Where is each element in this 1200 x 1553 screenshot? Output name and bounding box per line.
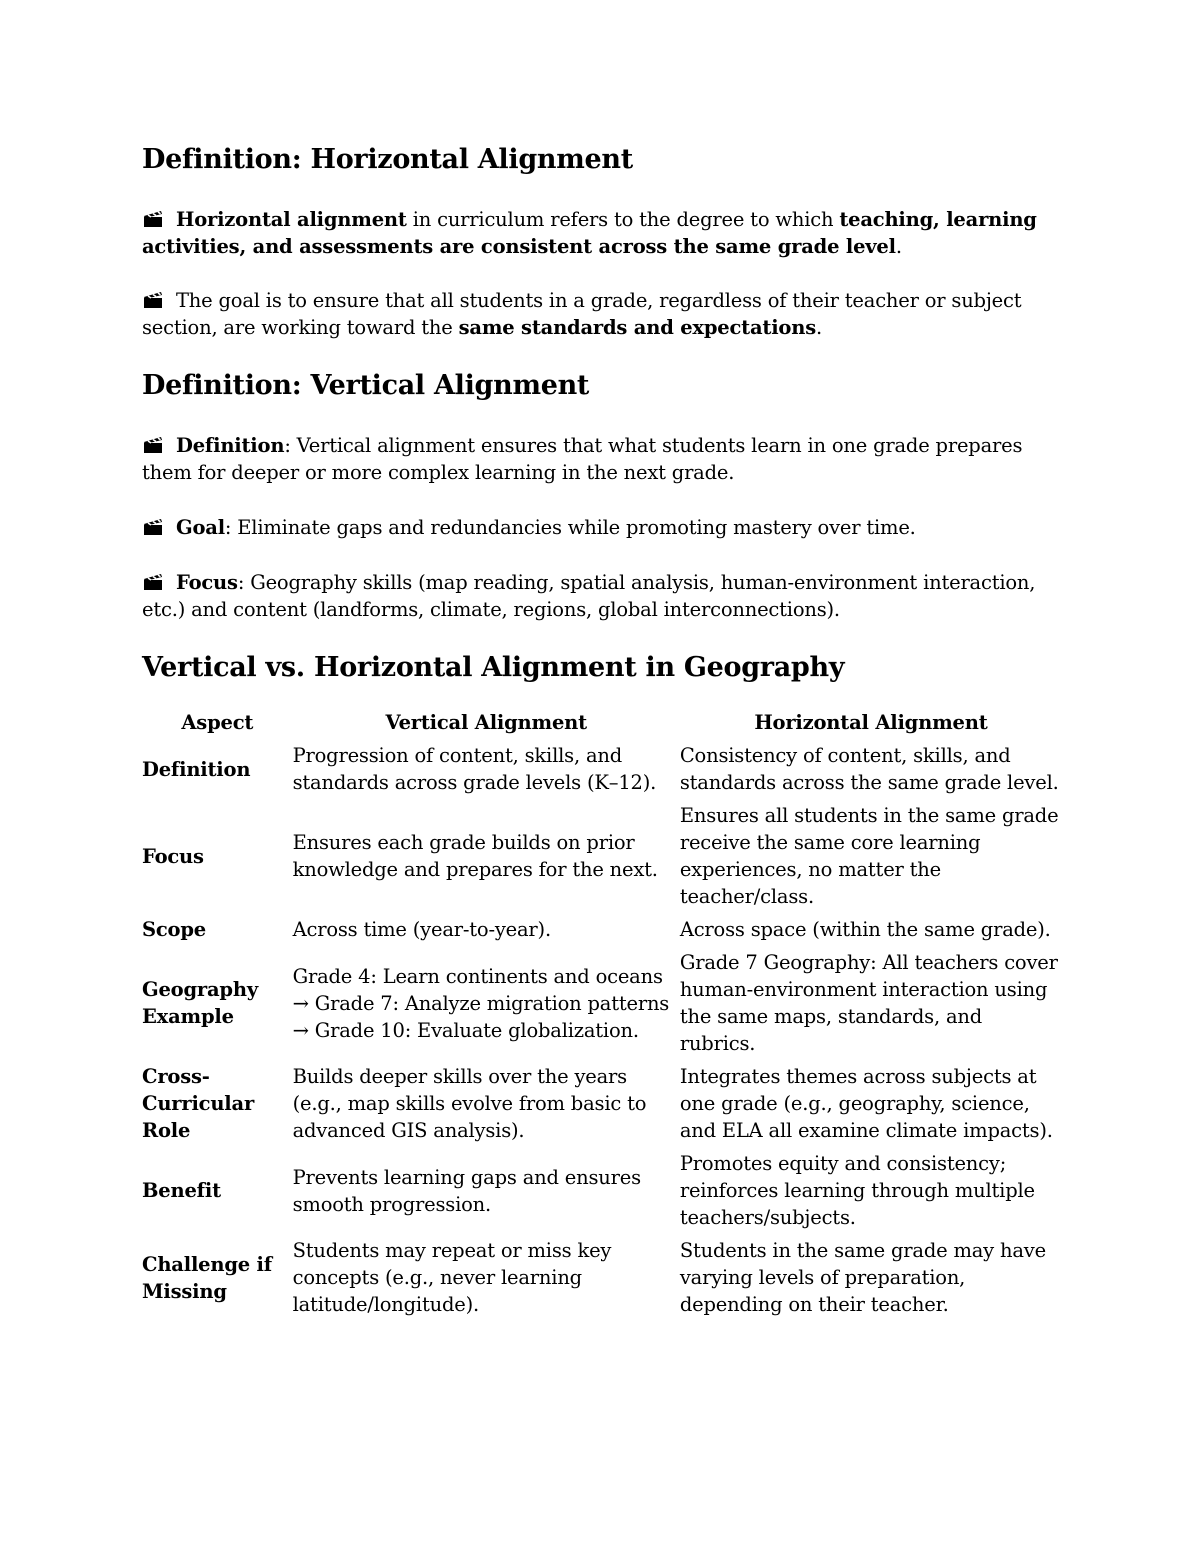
table-cell-aspect: Scope [142, 918, 207, 941]
table-cell-horizontal: Integrates themes across subjects at one grade (e.g., geography, science, and ELA all examine climate impacts). [679, 1065, 1053, 1142]
table-cell-vertical: Prevents learning gaps and ensures smooth progression. [292, 1165, 641, 1216]
table-header-vertical: Vertical Alignment [385, 711, 587, 734]
table-cell-aspect: Cross-Curricular Role [142, 1065, 255, 1142]
bullet-bold-text: Focus [176, 571, 238, 594]
table-cell-horizontal: Consistency of content, skills, and standards across the same grade level. [679, 744, 1059, 794]
table-cell-vertical: Builds deeper skills over the years (e.g., map skills evolve from basic to advanced GIS analysis). [292, 1065, 647, 1142]
bullet-vertical-focus [142, 569, 1062, 623]
table-cell-horizontal: Across space (within the same grade). [679, 918, 1051, 941]
table-cell-vertical: Progression of content, skills, and standards across grade levels (K–12). [292, 744, 657, 794]
table-cell-vertical: Grade 4: Learn continents and oceans → Grade 7: Analyze migration patterns → Grade 10: Evaluate globalization. [292, 964, 670, 1042]
bullet-text: The goal is to ensure that all students in a grade, regardless of their teacher or subject section, are working toward the [142, 289, 1022, 339]
clapperboard-icon [142, 436, 164, 454]
table-cell-aspect: Definition [142, 757, 251, 781]
clapperboard-icon [142, 518, 164, 536]
table-row [142, 914, 1062, 947]
bullet-bold-text: Definition [176, 434, 285, 457]
bullet-bold-text: same standards and expectations [458, 316, 816, 339]
clapperboard-icon [142, 210, 164, 228]
clapperboard-icon [142, 291, 164, 309]
bullet-horizontal-definition [142, 206, 1062, 260]
bullet-vertical-definition [142, 432, 1062, 486]
table-header-aspect: Aspect [181, 711, 254, 734]
bullet-text: . [816, 316, 822, 339]
table-row [142, 947, 1062, 1061]
table-cell-horizontal: Grade 7 Geography: All teachers cover human-environment interaction using the same maps, standards, and rubrics. [679, 951, 1058, 1055]
bullet-vertical-goal [142, 514, 1062, 541]
table-cell-horizontal: Promotes equity and consistency; reinforces learning through multiple teachers/subjects. [679, 1152, 1035, 1229]
table-cell-horizontal: Students in the same grade may have varying levels of preparation, depending on their teacher. [679, 1239, 1046, 1316]
bullet-bold-text: Horizontal alignment [176, 208, 407, 231]
bullet-text: : Geography skills (map reading, spatial analysis, human-environment interaction, etc.) and content (landforms, climate, regions, global interconnections). [142, 571, 1036, 621]
heading-comparison: Vertical vs. Horizontal Alignment in Geography [142, 652, 845, 683]
bullet-text: in curriculum refers to the degree to which [406, 208, 840, 231]
comparison-table [142, 710, 1062, 1322]
table-cell-aspect: Focus [142, 844, 204, 868]
heading-horizontal-alignment: Definition: Horizontal Alignment [142, 144, 633, 175]
table-cell-horizontal: Ensures all students in the same grade receive the same core learning experiences, no matter the teacher/class. [679, 804, 1059, 908]
heading-vertical-alignment: Definition: Vertical Alignment [142, 370, 590, 401]
bullet-bold-text: teaching, learning activities, and assessments are consistent across the same grade level [142, 208, 1037, 258]
bullet-horizontal-goal [142, 287, 1062, 341]
table-cell-aspect: Geography Example [142, 978, 258, 1028]
table-cell-vertical: Ensures each grade builds on prior knowledge and prepares for the next. [292, 831, 658, 881]
table-cell-vertical: Across time (year-to-year). [292, 918, 551, 941]
bullet-text: : Eliminate gaps and redundancies while promoting mastery over time. [224, 516, 916, 539]
table-row [142, 740, 1062, 800]
clapperboard-icon [142, 573, 164, 591]
table-row [142, 1061, 1062, 1148]
table-cell-aspect: Benefit [142, 1179, 221, 1202]
table-cell-aspect: Challenge if Missing [142, 1252, 272, 1303]
table-row [142, 1235, 1062, 1322]
table-row [142, 1148, 1062, 1235]
table-header-horizontal: Horizontal Alignment [754, 711, 988, 734]
bullet-text: : Vertical alignment ensures that what students learn in one grade prepares them for deeper or more complex learning in the next grade. [142, 434, 1023, 484]
table-row [142, 800, 1062, 914]
bullet-bold-text: Goal [176, 516, 225, 539]
table-cell-vertical: Students may repeat or miss key concepts (e.g., never learning latitude/longitude). [292, 1239, 612, 1316]
table-header-row [142, 710, 1062, 740]
bullet-text: . [895, 235, 902, 258]
